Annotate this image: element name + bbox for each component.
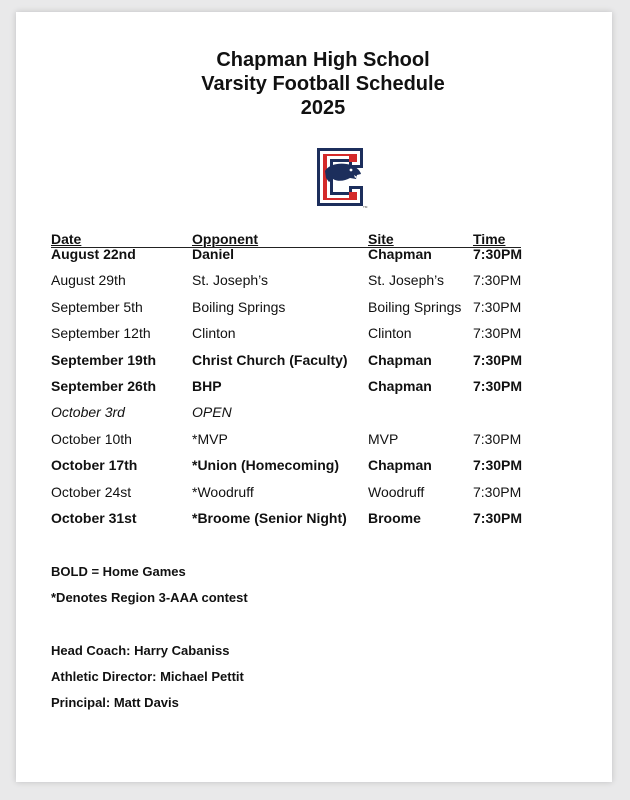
game-opponent: *Union (Homecoming) xyxy=(192,457,339,474)
region-contest-note: *Denotes Region 3-AAA contest xyxy=(51,590,248,605)
game-opponent: *Broome (Senior Night) xyxy=(192,509,347,526)
schedule-page xyxy=(16,12,612,782)
game-opponent: Boiling Springs xyxy=(192,298,286,315)
game-time: 7:30PM xyxy=(473,298,522,315)
table-row xyxy=(51,297,531,323)
table-row xyxy=(51,455,531,481)
table-row xyxy=(51,429,531,455)
game-time: 7:30PM xyxy=(473,246,523,262)
game-site: St. Joseph’s xyxy=(368,272,445,289)
game-date: September 19th xyxy=(51,351,157,368)
table-row xyxy=(51,244,531,270)
game-time: 7:30PM xyxy=(473,483,522,500)
game-time: 7:30PM xyxy=(473,351,523,368)
game-date: October 17th xyxy=(51,457,138,474)
header-time: Time xyxy=(473,231,506,247)
athletic-director: Athletic Director: Michael Pettit xyxy=(51,669,244,684)
game-date: October 24st xyxy=(51,483,132,500)
game-time: 7:30PM xyxy=(473,377,523,394)
game-time: 7:30PM xyxy=(473,457,523,474)
game-site: Chapman xyxy=(368,457,432,474)
schedule-table xyxy=(51,244,531,534)
game-date: September 5th xyxy=(51,298,143,315)
table-row xyxy=(51,376,531,402)
game-time: 7:30PM xyxy=(473,325,522,342)
game-date: August 29th xyxy=(51,272,126,289)
game-opponent: OPEN xyxy=(192,404,232,421)
game-opponent: Daniel xyxy=(192,246,235,262)
table-row xyxy=(51,482,531,508)
game-time: 7:30PM xyxy=(473,430,522,447)
header-site: Site xyxy=(368,231,394,247)
game-date: August 22nd xyxy=(51,246,136,262)
chapman-panther-c-logo-icon xyxy=(311,144,369,210)
game-time: 7:30PM xyxy=(473,509,523,526)
table-row xyxy=(51,270,531,296)
header-opponent: Opponent xyxy=(192,231,259,247)
game-opponent: Christ Church (Faculty) xyxy=(192,351,348,368)
table-row xyxy=(51,402,531,428)
svg-text:TM: TM xyxy=(363,205,368,209)
game-opponent: St. Joseph’s xyxy=(192,272,269,289)
game-site: Clinton xyxy=(368,325,412,342)
header-date: Date xyxy=(51,231,82,247)
principal: Principal: Matt Davis xyxy=(51,695,179,710)
schedule-title: Varsity Football Schedule xyxy=(201,73,445,95)
home-games-note: BOLD = Home Games xyxy=(51,564,186,579)
game-opponent: Clinton xyxy=(192,325,236,342)
game-opponent: *Woodruff xyxy=(192,483,254,500)
school-name: Chapman High School xyxy=(216,49,430,71)
game-site: Woodruff xyxy=(368,483,425,500)
game-date: September 26th xyxy=(51,377,157,394)
page-title xyxy=(16,48,630,120)
game-site: Chapman xyxy=(368,377,432,394)
game-date: October 3rd xyxy=(51,404,125,421)
game-date: September 12th xyxy=(51,325,151,342)
season-year: 2025 xyxy=(300,97,346,119)
game-opponent: *MVP xyxy=(192,430,228,447)
game-time: 7:30PM xyxy=(473,272,522,289)
game-site: Chapman xyxy=(368,351,432,368)
table-row xyxy=(51,350,531,376)
game-site: Broome xyxy=(368,509,421,526)
game-site: Chapman xyxy=(368,246,432,262)
game-opponent: BHP xyxy=(192,377,222,394)
game-site: Boiling Springs xyxy=(368,298,462,315)
game-date: October 31st xyxy=(51,509,137,526)
head-coach: Head Coach: Harry Cabaniss xyxy=(51,643,230,658)
table-row xyxy=(51,508,531,534)
game-site: MVP xyxy=(368,430,399,447)
table-row xyxy=(51,323,531,349)
game-date: October 10th xyxy=(51,430,132,447)
